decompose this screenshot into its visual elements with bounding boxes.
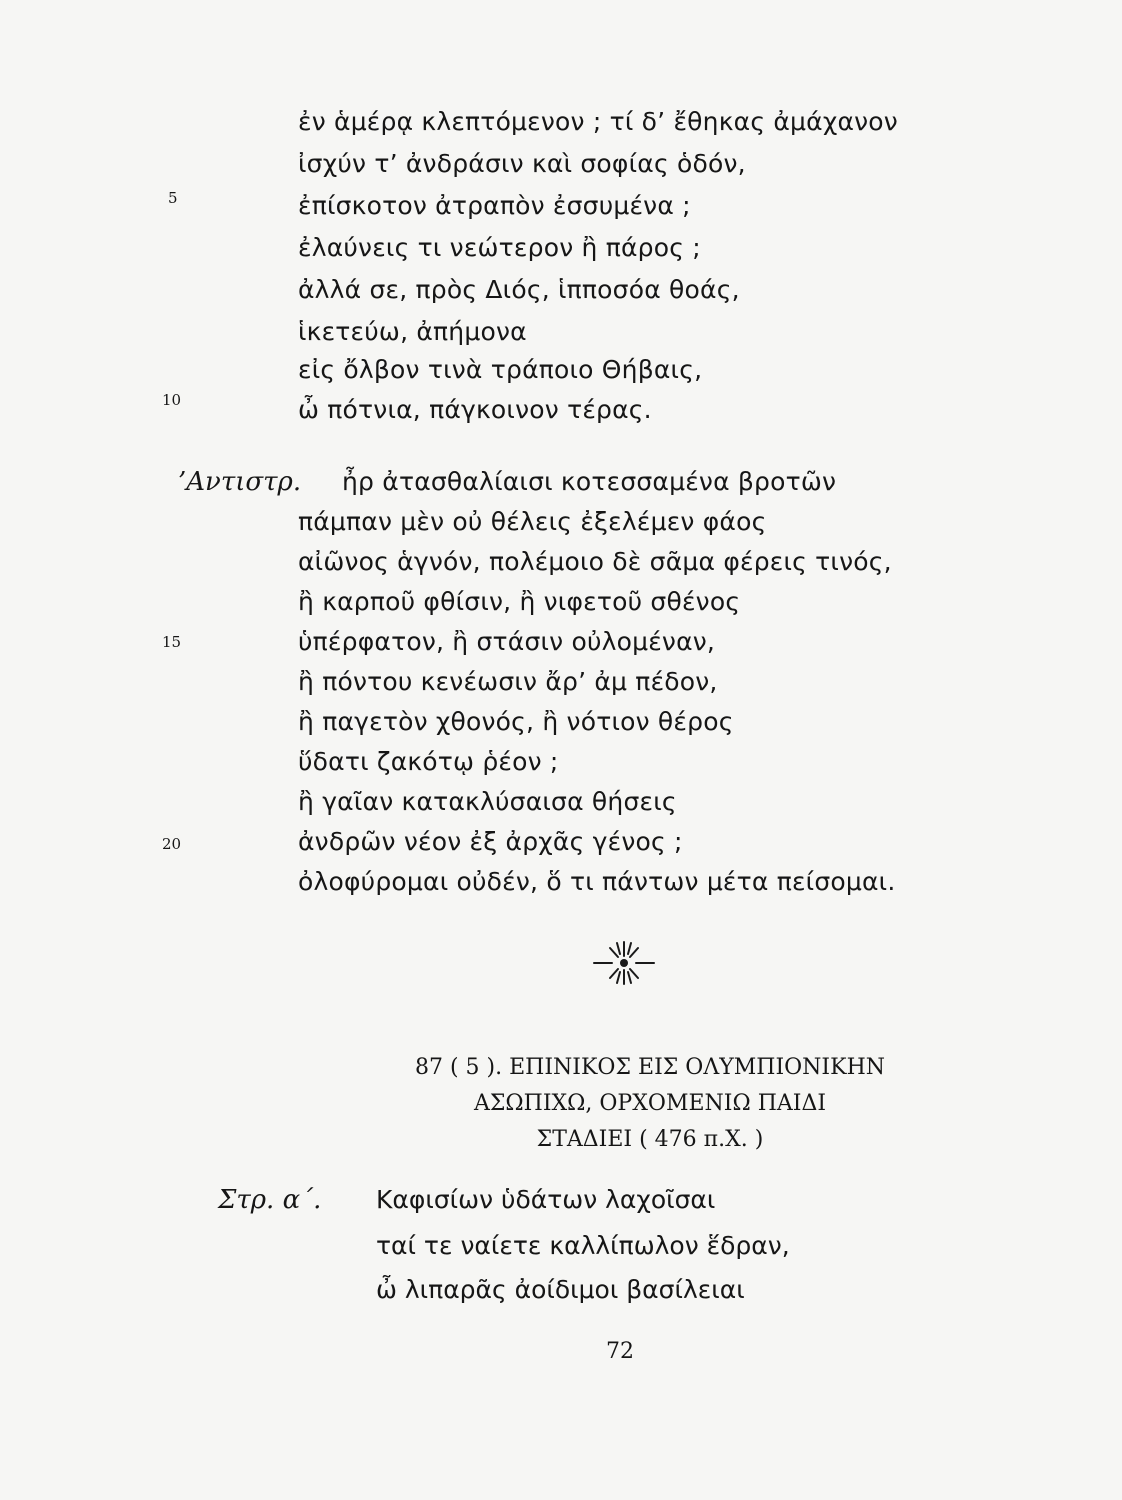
verse-line: ἀνδρῶν νέον ἐξ ἀρχᾶς γένος ; — [298, 827, 683, 856]
page-number: 72 — [606, 1339, 634, 1364]
verse-line: ὦ λιπαρᾶς ἀοίδιμοι βασίλειαι — [376, 1275, 745, 1304]
star-burst-ornament-icon — [588, 938, 660, 988]
verse-line: ὦ πότνια, πάγκοινον τέρας. — [298, 395, 652, 424]
line-number: 15 — [162, 633, 182, 651]
line-number: 20 — [162, 835, 182, 853]
verse-line: ἦρ ἀτασθαλίαισι κοτεσσαμένα βροτῶν — [342, 467, 837, 496]
verse-line: ἀλλά σε, πρὸς Διός, ἱπποσόα θοάς, — [298, 275, 740, 304]
verse-line: ἢ πόντου κενέωσιν ἄρ’ ἀμ πέδον, — [298, 667, 718, 696]
verse-line: ὀλοφύρομαι οὐδέν, ὅ τι πάντων μέτα πείσομαι. — [298, 867, 896, 896]
ode-heading-line-2: ΑΣΩΠΙΧΩ, ΟΡΧΟΜΕΝΙΩ ΠΑΙΔΙ — [473, 1091, 827, 1116]
verse-line: αἰῶνος ἁγνόν, πολέμοιο δὲ σᾶμα φέρεις τινός, — [298, 547, 892, 576]
line-number: 10 — [162, 391, 182, 409]
ode-heading-line-1: 87 ( 5 ). ΕΠΙΝΙΚΟΣ ΕΙΣ ΟΛΥΜΠΙΟΝΙΚΗΝ — [414, 1055, 885, 1080]
verse-line: ἢ γαῖαν κατακλύσαισα θήσεις — [298, 787, 677, 816]
line-number: 5 — [168, 189, 178, 207]
verse-line: ταί τε ναίετε καλλίπωλον ἕδραν, — [376, 1231, 790, 1260]
verse-line: ὑπέρφατον, ἢ στάσιν οὐλομέναν, — [298, 627, 716, 656]
verse-line: ἢ παγετὸν χθονός, ἢ νότιον θέρος — [298, 707, 734, 736]
verse-line: πάμπαν μὲν οὐ θέλεις ἐξελέμεν φάος — [298, 507, 767, 536]
verse-line: ἱκετεύω, ἀπήμονα — [298, 317, 527, 346]
verse-line: ἢ καρποῦ φθίσιν, ἢ νιφετοῦ σθένος — [298, 587, 741, 616]
verse-line: ἐπίσκοτον ἀτραπὸν ἐσσυμένα ; — [298, 191, 691, 220]
verse-line: Καφισίων ὑδάτων λαχοῖσαι — [376, 1185, 716, 1214]
strophe-label: Στρ. α΄. — [218, 1185, 322, 1215]
verse-line: ἰσχύν τ’ ἀνδράσιν καὶ σοφίας ὁδόν, — [298, 149, 746, 178]
verse-line: ἐλαύνεις τι νεώτερον ἢ πάρος ; — [298, 233, 701, 262]
verse-line: ὕδατι ζακότῳ ῥέον ; — [298, 747, 559, 776]
verse-line: ἐν ἁμέρᾳ κλεπτόμενον ; τί δ’ ἔθηκας ἀμάχανον — [298, 107, 898, 136]
verse-line: εἰς ὄλβον τινὰ τράποιο Θήβαις, — [298, 355, 703, 384]
ode-heading-line-3: ΣΤΑΔΙΕΙ ( 476 π.Χ. ) — [536, 1127, 764, 1152]
antistrophe-label: ’Αντιστρ. — [178, 467, 302, 497]
